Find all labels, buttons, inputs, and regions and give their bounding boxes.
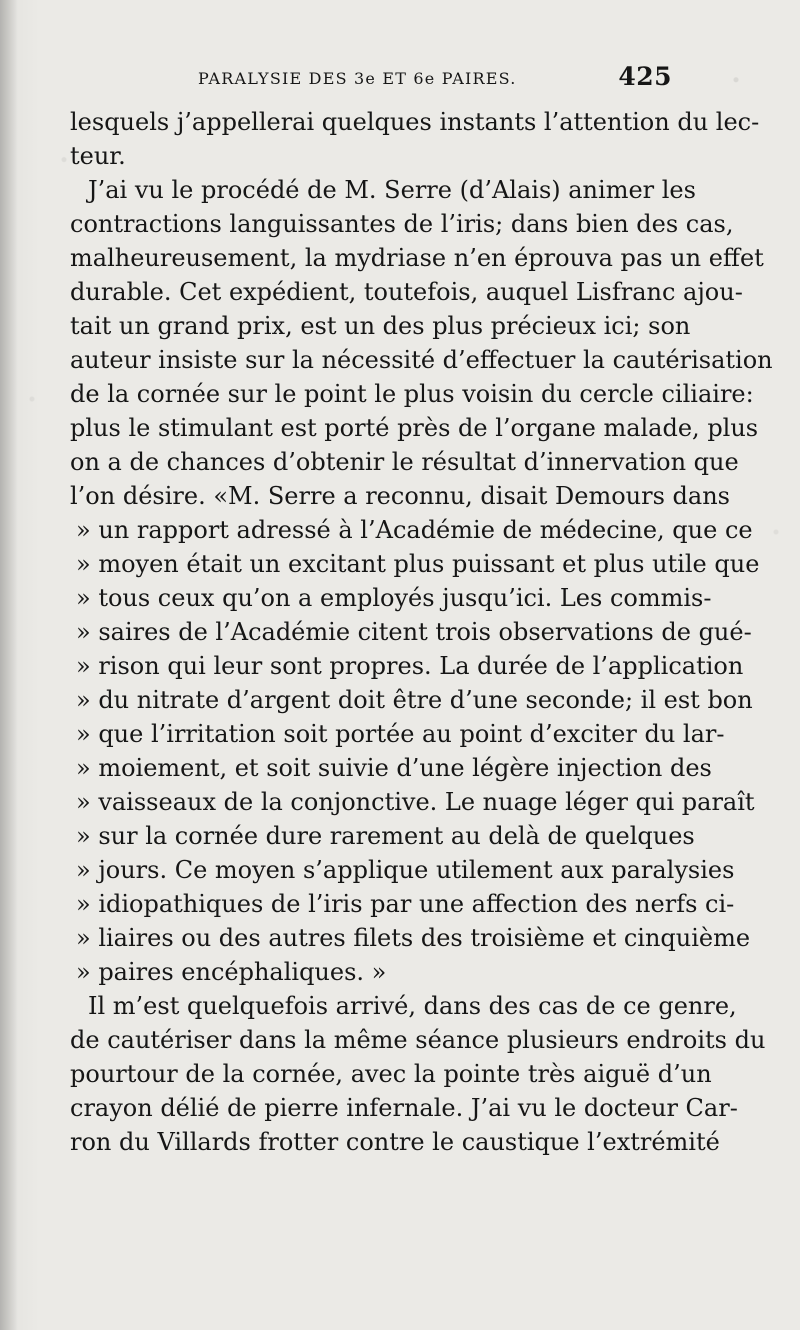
quote-line: » moiement, et soit suivie d’une légère injection des <box>76 754 712 782</box>
text-line: tait un grand prix, est un des plus précieux ici; son <box>70 312 691 340</box>
quote-line: » tous ceux qu’on a employés jusqu’ici. Les commis- <box>76 584 712 612</box>
text-line: auteur insiste sur la nécessité d’effectuer la cautérisation <box>70 346 773 374</box>
quote-line: » saires de l’Académie citent trois observations de gué- <box>76 618 752 646</box>
quote-line: » rison qui leur sont propres. La durée de l’application <box>76 652 744 680</box>
text-line: durable. Cet expédient, toutefois, auquel Lisfranc ajou- <box>70 278 743 306</box>
text-line: lesquels j’appellerai quelques instants l’attention du lec- <box>70 108 760 136</box>
text-line: de la cornée sur le point le plus voisin du cercle ciliaire: <box>70 380 754 408</box>
running-head <box>70 62 672 96</box>
text-line: contractions languissantes de l’iris; dans bien des cas, <box>70 210 734 238</box>
body-text <box>70 105 773 1159</box>
text-line: de cautériser dans la même séance plusieurs endroits du <box>70 1026 766 1054</box>
quote-line: » liaires ou des autres filets des troisième et cinquième <box>76 924 751 952</box>
text-line: Il m’est quelquefois arrivé, dans des cas de ce genre, <box>88 992 737 1020</box>
binding-shadow <box>0 0 18 1330</box>
quote-line: » vaisseaux de la conjonctive. Le nuage léger qui paraît <box>76 788 755 816</box>
quote-line: » du nitrate d’argent doit être d’une seconde; il est bon <box>76 686 753 714</box>
quote-line: » paires encéphaliques. » <box>76 958 387 986</box>
text-line: pourtour de la cornée, avec la pointe très aiguë d’un <box>70 1060 712 1088</box>
text-line: ron du Villards frotter contre le caustique l’extrémité <box>70 1128 720 1156</box>
quote-line: » idiopathiques de l’iris par une affection des nerfs ci- <box>76 890 735 918</box>
text-line: plus le stimulant est porté près de l’organe malade, plus <box>70 414 759 442</box>
quote-line: » jours. Ce moyen s’applique utilement aux paralysies <box>76 856 735 884</box>
page-number: 425 <box>618 62 672 91</box>
quote-line: » un rapport adressé à l’Académie de médecine, que ce <box>76 516 753 544</box>
text-line: on a de chances d’obtenir le résultat d’innervation que <box>70 448 739 476</box>
quote-line: » moyen était un excitant plus puissant et plus utile que <box>76 550 760 578</box>
text-line: malheureusement, la mydriase n’en éprouva pas un effet <box>70 244 764 272</box>
text-line: teur. <box>70 142 126 170</box>
text-line: l’on désire. «M. Serre a reconnu, disait Demours dans <box>70 482 730 510</box>
running-title: PARALYSIE DES 3e ET 6e PAIRES. <box>198 69 517 88</box>
text-line: crayon délié de pierre infernale. J’ai vu le docteur Car- <box>70 1094 738 1122</box>
quote-line: » sur la cornée dure rarement au delà de quelques <box>76 822 695 850</box>
quote-line: » que l’irritation soit portée au point d’exciter du lar- <box>76 720 725 748</box>
text-line: J’ai vu le procédé de M. Serre (d’Alais) animer les <box>88 176 696 204</box>
